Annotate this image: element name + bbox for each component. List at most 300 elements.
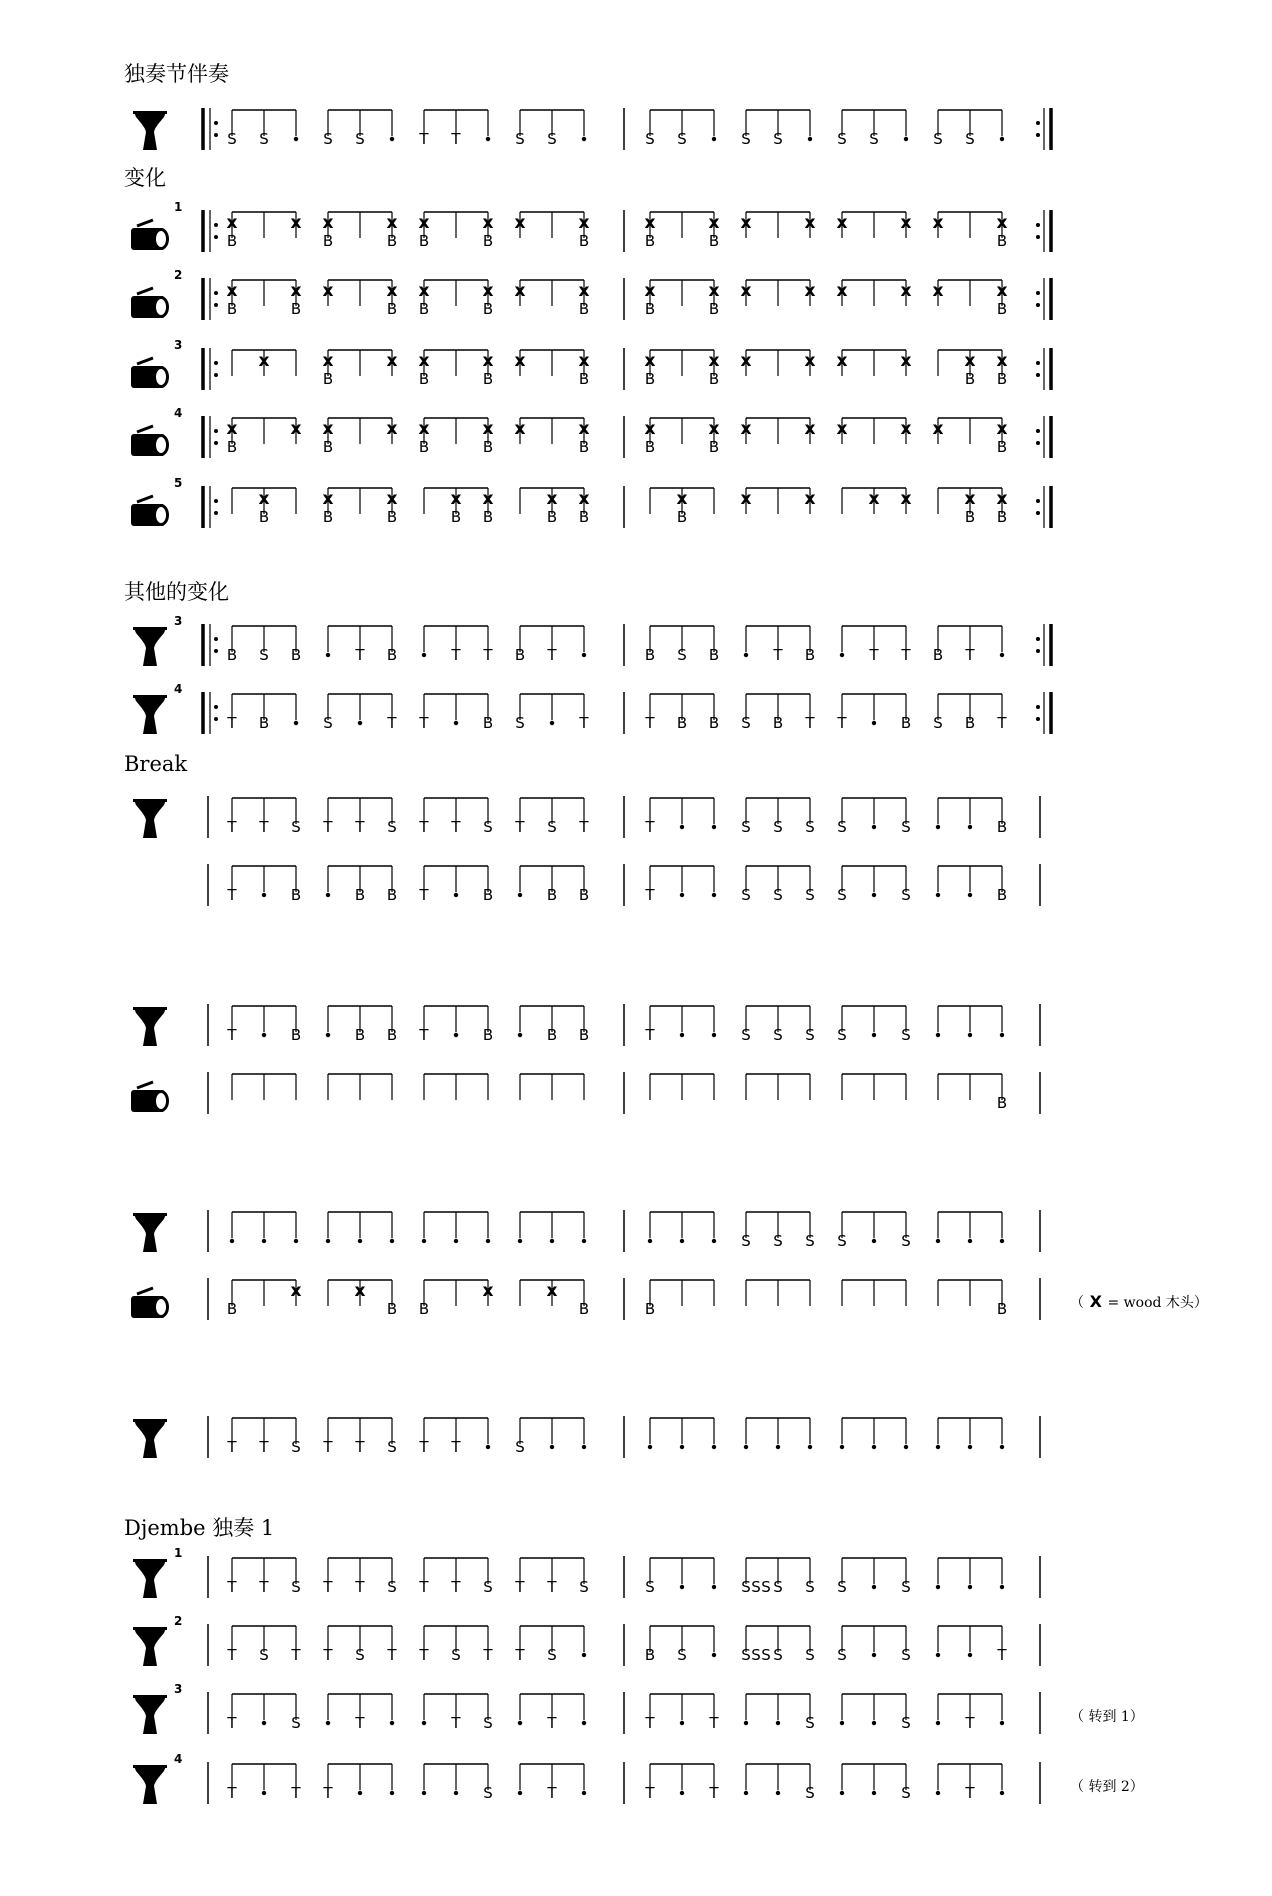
rest-dot [872,1653,876,1657]
beat-group [837,1558,911,1596]
rest-dot [1000,1721,1004,1725]
beat-group [644,1006,716,1044]
stroke-label: B [676,714,688,732]
wood-stroke-mark: x [996,213,1008,233]
wood-stroke-mark: x [226,213,238,233]
stroke-label: B [258,714,270,732]
rest-dot [712,893,716,897]
stroke-label: S [741,886,751,904]
stroke-label: S [805,1714,815,1732]
stroke-label: B [578,508,590,526]
stroke-label: B [322,370,334,388]
stroke-label: B [418,300,430,318]
stroke-label: B [386,646,398,664]
beat-group [518,866,589,904]
stroke-label: S [965,130,975,148]
stroke-label: S [741,1578,751,1596]
stroke-label: T [227,1646,237,1664]
beat-group [741,866,815,904]
rest-dot [712,825,716,829]
variation-number: 3 [174,614,183,628]
wood-stroke-mark: x [290,281,302,301]
wood-legend-note: （ X = wood 木头） [1070,1292,1208,1311]
wood-stroke-mark: x [514,213,526,233]
stroke-label: S [387,1578,397,1596]
rest-dot [744,653,748,657]
rest-dot [454,893,458,897]
beat-group [936,1558,1004,1589]
rhythm-staff [0,792,1272,852]
beat-group [323,110,394,148]
beat-group [644,798,716,836]
rest-dot [808,137,812,141]
beat-group [746,1280,810,1306]
rest-dot [968,1239,972,1243]
stroke-label: S [291,1714,301,1732]
beat-group [418,1626,493,1664]
stroke-label: B [482,438,494,456]
beat-group [741,350,816,376]
stroke-label: B [578,232,590,250]
stroke-label: B [804,646,816,664]
wood-stroke-mark: x [482,281,494,301]
wood-stroke-mark: x [386,351,398,371]
beat-group [515,694,589,732]
stroke-label: B [322,232,334,250]
rest-dot [326,893,330,897]
wood-stroke-mark: x [836,419,848,439]
beat-group [837,1212,911,1250]
beat-group [226,1418,300,1456]
stroke-label: B [644,646,656,664]
rest-dot [808,1445,812,1449]
section-title: 变化 [124,166,166,190]
stroke-label: B [386,1300,398,1318]
stroke-label: S [805,1578,815,1596]
stroke-label: B [996,232,1008,250]
beat-group [837,280,912,306]
wood-stroke-mark: x [418,213,430,233]
beat-group [741,280,816,306]
stroke-label: T [645,1714,655,1732]
variation-number: 3 [174,338,183,352]
rest-dot [550,1445,554,1449]
beat-group [515,110,586,148]
stroke-label: T [227,1714,237,1732]
stroke-label: T [419,1026,429,1044]
stroke-label: S [547,818,557,836]
beat-group [837,1626,911,1664]
wood-stroke-mark: x [418,351,430,371]
rest-dot [262,1791,266,1795]
stroke-label: S [901,818,911,836]
wood-stroke-mark: x [514,419,526,439]
wood-stroke-mark: x [740,489,752,509]
rest-dot [680,825,684,829]
wood-stroke-mark: x [836,281,848,301]
stroke-label: T [419,130,429,148]
stroke-label: T [259,1578,269,1596]
rest-dot [294,721,298,725]
beat-group [936,1694,1004,1732]
beat-group [518,1006,589,1044]
stroke-label: S [741,130,751,148]
stroke-label: S [677,1646,687,1664]
beat-group [322,1418,396,1456]
rhythm-row [0,682,1272,748]
wood-stroke-mark: x [740,213,752,233]
rest-dot [872,1791,876,1795]
variation-number: 4 [174,406,183,420]
beat-group [326,626,397,664]
wood-stroke-mark: x [290,419,302,439]
wood-stroke-mark: x [932,213,944,233]
stroke-label: T [645,886,655,904]
wood-stroke-mark: x [386,213,398,233]
stroke-label: T [419,1578,429,1596]
stroke-label: S [751,1578,761,1596]
rhythm-row [0,1412,1272,1472]
beat-group [514,1558,588,1596]
rest-dot [1000,1033,1004,1037]
stroke-label: T [227,1578,237,1596]
beat-group [424,488,494,526]
beat-group [741,1558,815,1596]
stroke-label: S [837,1232,847,1250]
rhythm-staff [0,344,1272,404]
wood-stroke-mark: x [804,213,816,233]
rest-dot [1000,1585,1004,1589]
beat-group [936,1006,1004,1037]
beat-group [644,866,716,904]
wood-stroke-mark: x [740,281,752,301]
stroke-label: B [386,232,398,250]
wood-stroke-mark: x [322,489,334,509]
beat-group [418,110,490,148]
wood-stroke-mark: x [482,213,494,233]
rest-dot [936,893,940,897]
stroke-label: B [708,438,720,456]
rest-dot [968,1585,972,1589]
stroke-label: B [996,818,1008,836]
rest-dot [1000,1445,1004,1449]
stroke-label: B [996,508,1008,526]
rhythm-staff [0,1206,1272,1266]
beat-group [232,1074,296,1100]
stroke-label: S [547,1646,557,1664]
stroke-label: B [708,370,720,388]
beat-group [326,1212,394,1243]
stroke-label: T [387,714,397,732]
stroke-label: B [418,1300,430,1318]
stroke-label: B [644,300,656,318]
stroke-label: B [226,1300,238,1318]
stroke-label: B [226,646,238,664]
stroke-label: B [964,370,976,388]
stroke-label: B [418,370,430,388]
stroke-label: T [709,1714,719,1732]
stroke-label: S [901,1784,911,1802]
stroke-label: S [515,1438,525,1456]
stroke-label: B [258,508,270,526]
beat-group [226,1006,301,1044]
beat-group [650,1074,714,1100]
rest-dot [326,1033,330,1037]
beat-group [936,1764,1004,1802]
rhythm-row [0,792,1272,852]
beat-group [741,488,816,514]
rest-dot [936,825,940,829]
stroke-label: T [451,1578,461,1596]
wood-stroke-mark: x [514,351,526,371]
stroke-label: T [419,818,429,836]
stroke-label: S [773,886,783,904]
stroke-label: S [291,818,301,836]
wood-stroke-mark: x [964,489,976,509]
beat-group [328,1280,397,1318]
beat-group [741,110,812,148]
beat-group [936,1626,1008,1664]
wood-stroke-mark: x [676,489,688,509]
rest-dot [936,1239,940,1243]
jump-instruction: （ 转到 2） [1070,1779,1144,1795]
section-title: 其他的变化 [124,580,229,604]
variation-number: 1 [174,200,183,214]
rest-dot [326,1721,330,1725]
stroke-label: T [645,818,655,836]
rest-dot [550,1239,554,1243]
wood-stroke-mark: x [546,489,558,509]
rest-dot [680,1585,684,1589]
stroke-label: B [578,370,590,388]
wood-stroke-mark: x [804,351,816,371]
wood-stroke-mark: x [226,419,238,439]
rest-dot [968,893,972,897]
rest-dot [1000,1239,1004,1243]
stroke-label: B [226,438,238,456]
wood-stroke-mark: x [482,419,494,439]
stroke-label: B [546,886,558,904]
stroke-label: S [515,130,525,148]
beat-group [645,418,720,456]
stroke-label: T [965,1714,975,1732]
stroke-label: T [323,1784,333,1802]
stroke-label: T [451,646,461,664]
stroke-label: T [515,1646,525,1664]
rhythm-staff [0,1068,1272,1128]
stroke-label: B [772,714,784,732]
stroke-label: T [451,818,461,836]
rhythm-staff [0,860,1272,920]
wood-stroke-mark: x [644,213,656,233]
rhythm-staff [0,1552,1272,1612]
beat-group [938,488,1008,526]
beat-group [645,280,720,318]
stroke-label: T [291,1784,301,1802]
beat-group [322,1626,397,1664]
stroke-label: S [773,1578,783,1596]
wood-stroke-mark: x [226,281,238,301]
rest-dot [486,137,490,141]
stroke-label: S [773,1232,783,1250]
rest-dot [358,721,362,725]
beat-group [645,110,716,148]
rest-dot [712,1445,716,1449]
rest-dot [680,893,684,897]
rest-dot [872,1033,876,1037]
rest-dot [968,1653,972,1657]
rhythm-row [0,104,1272,164]
stroke-label: S [451,1646,461,1664]
wood-stroke-mark: x [900,489,912,509]
rest-dot [230,1239,234,1243]
wood-stroke-mark: x [900,213,912,233]
rest-dot [872,825,876,829]
rest-dot [518,1239,522,1243]
rhythm-staff [0,104,1272,164]
stroke-label: B [676,508,688,526]
wood-stroke-mark: x [964,351,976,371]
stroke-label: S [483,1578,493,1596]
beat-group [933,110,1004,148]
beat-group [741,694,815,732]
rest-dot [680,1445,684,1449]
beat-group [938,1074,1007,1112]
stroke-label: T [515,818,525,836]
rhythm-row [0,406,1272,472]
rhythm-row [0,860,1272,920]
stroke-label: S [901,1646,911,1664]
stroke-label: B [708,646,720,664]
beat-group [227,418,302,456]
wood-stroke-mark: x [482,1281,494,1301]
beat-group [515,626,586,664]
rest-dot [550,721,554,725]
stroke-label: T [645,714,655,732]
beat-group [741,212,816,238]
wood-stroke-mark: x [804,419,816,439]
beat-group [648,1212,716,1243]
rest-dot [776,1791,780,1795]
stroke-label: B [482,232,494,250]
rest-dot [486,1445,490,1449]
beat-group [328,1074,392,1100]
beat-group [226,1626,301,1664]
beat-group [322,1764,394,1802]
beat-group [836,694,911,732]
wood-stroke-mark: x [740,351,752,371]
stroke-label: S [805,818,815,836]
stroke-label: T [997,1646,1007,1664]
beat-group [227,212,302,250]
rest-dot [262,1033,266,1037]
rest-dot [518,1721,522,1725]
stroke-label: B [482,886,494,904]
rest-dot [648,1239,652,1243]
stroke-label: S [677,646,687,664]
stroke-label: T [419,714,429,732]
rest-dot [712,1585,716,1589]
rest-dot [454,1033,458,1037]
wood-stroke-mark: x [322,351,334,371]
wood-stroke-mark: x [354,1281,366,1301]
beat-group [840,1764,911,1802]
stroke-label: B [386,508,398,526]
stroke-label: S [741,818,751,836]
beat-group [933,280,1008,318]
stroke-label: B [964,714,976,732]
stroke-label: T [547,1784,557,1802]
rhythm-staff [0,688,1272,748]
rest-dot [486,1239,490,1243]
stroke-label: B [996,438,1008,456]
beat-group [418,694,493,732]
stroke-label: S [741,1026,751,1044]
rest-dot [872,1585,876,1589]
stroke-label: S [677,130,687,148]
beat-group [419,350,494,388]
wood-stroke-mark: x [578,419,590,439]
wood-stroke-mark: x [514,281,526,301]
rest-dot [744,1445,748,1449]
stroke-label: S [751,1646,761,1664]
rest-dot [680,1721,684,1725]
stroke-label: S [805,1026,815,1044]
beat-group [323,280,398,318]
rest-dot [1000,137,1004,141]
beat-group [741,1212,815,1250]
beat-group [741,1626,815,1664]
stroke-label: T [709,1784,719,1802]
stroke-label: S [901,886,911,904]
beat-group [419,1280,494,1318]
beat-group [418,866,493,904]
beat-group [744,1764,815,1802]
stroke-label: S [933,714,943,732]
stroke-label: S [259,1646,269,1664]
stroke-label: S [291,1578,301,1596]
beat-group [227,110,298,148]
stroke-label: T [965,1784,975,1802]
stroke-label: B [418,232,430,250]
stroke-label: S [355,1646,365,1664]
stroke-label: S [805,1646,815,1664]
beat-group [326,1006,397,1044]
wood-stroke-mark: x [996,489,1008,509]
rest-dot [936,1585,940,1589]
stroke-label: T [419,1438,429,1456]
stroke-label: S [579,1578,589,1596]
beat-group [226,1764,301,1802]
rest-dot [358,1791,362,1795]
wood-symbol: X [1084,1292,1108,1311]
rest-dot [582,1445,586,1449]
beat-group [842,1074,906,1100]
stroke-label: T [227,818,237,836]
stroke-label: B [482,508,494,526]
stroke-label: B [322,508,334,526]
rest-dot [680,1791,684,1795]
stroke-label: S [355,130,365,148]
rest-dot [712,1239,716,1243]
beat-group [520,488,590,526]
beat-group [520,1074,584,1100]
rest-dot [582,1791,586,1795]
beat-group [933,694,1007,732]
stroke-label: S [387,1438,397,1456]
stroke-label: B [226,300,238,318]
stroke-label: T [291,1646,301,1664]
